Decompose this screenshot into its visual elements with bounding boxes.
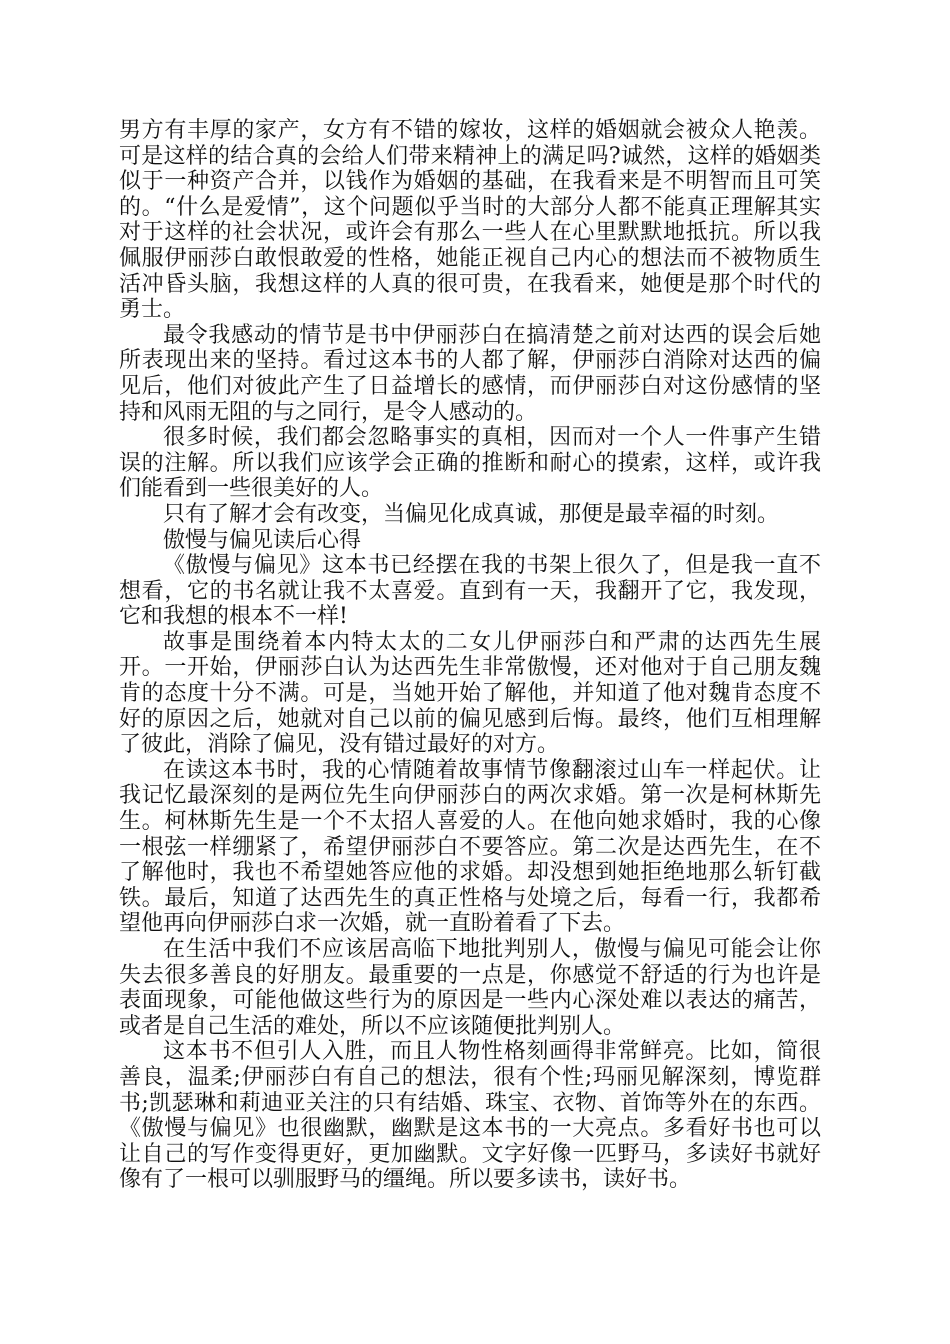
paragraph-characters: 这本书不但引人入胜，而且人物性格刻画得非常鲜亮。比如，简很善良，温柔;伊丽莎白有自己的想法，很有个性;玛丽见解深刻，博览群书;凯瑟琳和莉迪亚关注的只有结婚、珠宝、衣物、首饰等外在的东西。《傲慢与偏见》也很幽默，幽默是这本书的一大亮点。多看好书也可以让自己的写作变得更好，更加幽默。文字好像一匹野马，多读好书就好像有了一根可以驯服野马的缰绳。所以要多读书，读好书。 bbox=[119, 1039, 821, 1193]
paragraph-proposals: 在读这本书时，我的心情随着故事情节像翻滚过山车一样起伏。让我记忆最深刻的是两位先生向伊丽莎白的两次求婚。第一次是柯林斯先生。柯林斯先生是一个不太招人喜爱的人。在他向她求婚时，我的心像一根弦一样绷紧了，希望伊丽莎白不要答应。第二次是达西先生，在不了解他时，我也不希望她答应他的求婚。却没想到她拒绝地那么斩钉截铁。最后，知道了达西先生的真正性格与处境之后，每看一行，我都希望他再向伊丽莎白求一次婚，就一直盼着看了下去。 bbox=[119, 757, 821, 937]
paragraph-conclusion: 只有了解才会有改变，当偏见化成真诚，那便是最幸福的时刻。 bbox=[163, 501, 780, 527]
paragraph-intro-continued: 男方有丰厚的家产，女方有不错的嫁妆，这样的婚姻就会被众人艳羡。可是这样的结合真的会给人们带来精神上的满足吗?诚然，这样的婚姻类似于一种资产合并，以钱作为婚姻的基础，在我看来是不明智而且可笑的。“什么是爱情”，这个问题似乎当时的大部分人都不能真正理解其实对于这样的社会状况，或许会有那么一些人在心里默默地抵抗。所以我佩服伊丽莎白敢恨敢爱的性格，她能正视自己内心的想法而不被物质生活冲昏头脑，我想这样的人真的很可贵，在我看来，她便是那个时代的勇士。 bbox=[119, 118, 821, 323]
paragraph-story: 故事是围绕着本内特太太的二女儿伊丽莎白和严肃的达西先生展开。一开始，伊丽莎白认为达西先生非常傲慢，还对他对于自己朋友魏肯的态度十分不满。可是，当她开始了解他，并知道了他对魏肯态度不好的原因之后，她就对自己以前的偏见感到后悔。最终，他们互相理解了彼此，消除了偏见，没有错过最好的对方。 bbox=[119, 629, 821, 758]
paragraph-lesson: 在生活中我们不应该居高临下地批判别人，傲慢与偏见可能会让你失去很多善良的好朋友。最重要的一点是，你感觉不舒适的行为也许是表面现象，可能他做这些行为的原因是一些内心深处难以表达的痛苦，或者是自己生活的难处，所以不应该随便批判别人。 bbox=[119, 937, 821, 1039]
document-page bbox=[119, 118, 821, 1193]
paragraph-book-intro: 《傲慢与偏见》这本书已经摆在我的书架上很久了，但是我一直不想看，它的书名就让我不太喜爱。直到有一天，我翻开了它，我发现，它和我想的根本不一样! bbox=[119, 553, 821, 630]
section-title: 傲慢与偏见读后心得 bbox=[163, 527, 362, 553]
paragraph-touching-plot: 最令我感动的情节是书中伊丽莎白在搞清楚之前对达西的误会后她所表现出来的坚持。看过这本书的人都了解，伊丽莎白消除对达西的偏见后，他们对彼此产生了日益增长的感情，而伊丽莎白对这份感情的坚持和风雨无阻的与之同行，是令人感动的。 bbox=[119, 322, 821, 425]
paragraph-misunderstanding: 很多时候，我们都会忽略事实的真相，因而对一个人一件事产生错误的注解。所以我们应该学会正确的推断和耐心的摸索，这样，或许我们能看到一些很美好的人。 bbox=[119, 425, 821, 502]
